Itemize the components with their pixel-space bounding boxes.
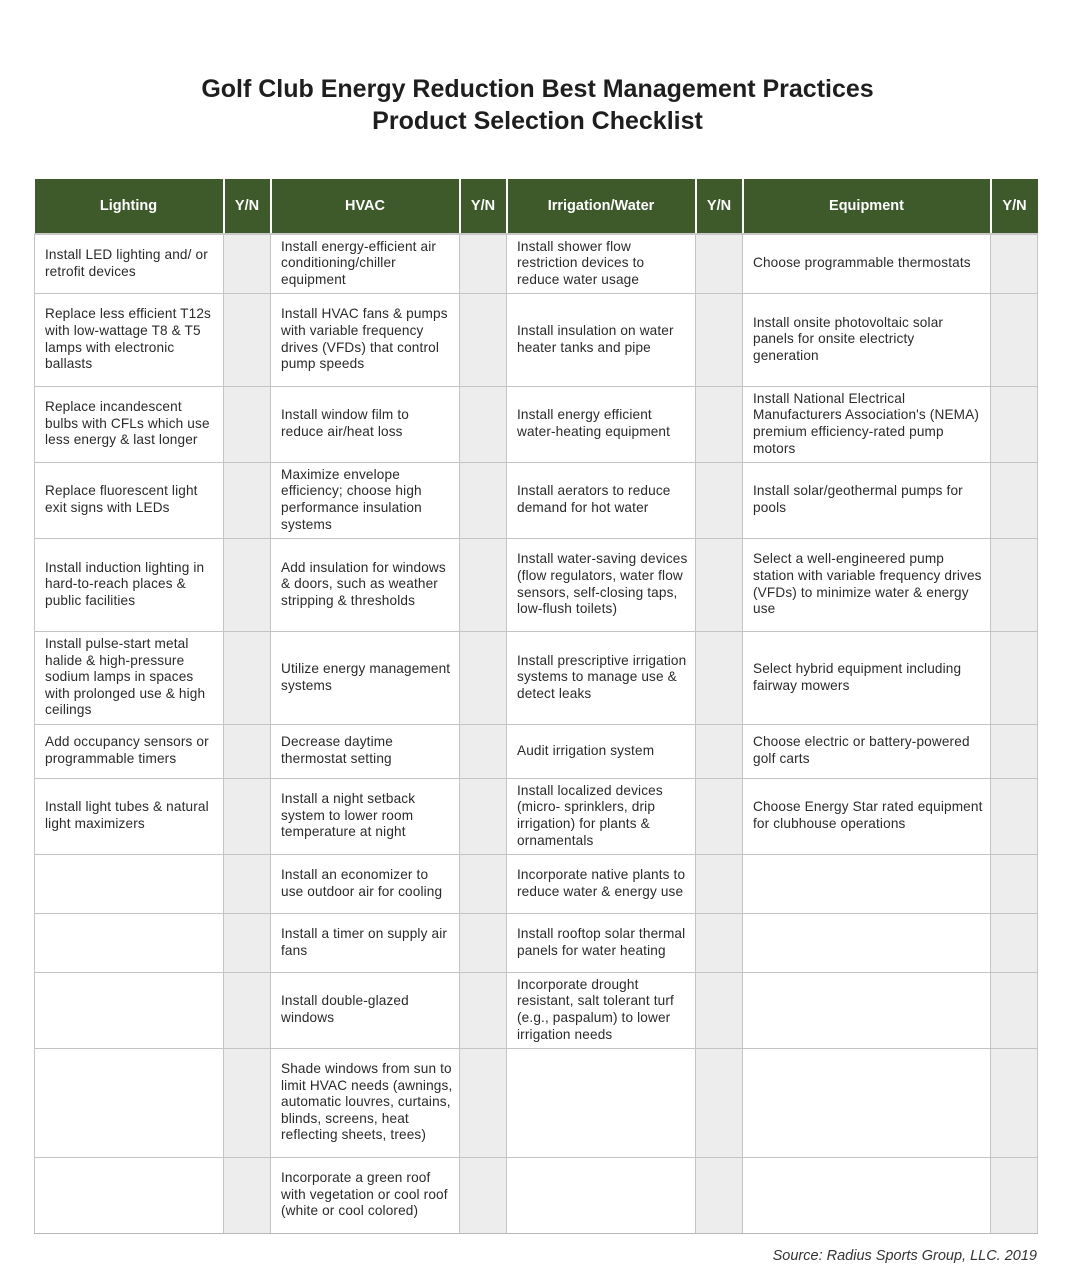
lighting-cell <box>35 854 224 913</box>
yn-checkbox-cell[interactable] <box>991 1157 1038 1233</box>
lighting-cell: Replace less efficient T12s with low-wattage T8 & T5 lamps with electronic ballasts <box>35 293 224 386</box>
irrigation-cell <box>507 1157 696 1233</box>
yn-checkbox-cell[interactable] <box>991 1048 1038 1157</box>
irrigation-cell <box>507 1048 696 1157</box>
hvac-cell: Maximize envelope efficiency; choose high performance insulation systems <box>271 462 460 538</box>
yn-checkbox-cell[interactable] <box>460 724 507 778</box>
yn-checkbox-cell[interactable] <box>696 1048 743 1157</box>
header-row <box>35 179 1038 234</box>
hvac-cell: Utilize energy management systems <box>271 631 460 724</box>
header-hvac: HVAC <box>271 179 460 234</box>
yn-checkbox-cell[interactable] <box>224 293 271 386</box>
lighting-cell: Replace incandescent bulbs with CFLs which use less energy & last longer <box>35 386 224 462</box>
table-row <box>35 462 1038 538</box>
yn-checkbox-cell[interactable] <box>224 854 271 913</box>
yn-checkbox-cell[interactable] <box>460 778 507 854</box>
irrigation-cell: Audit irrigation system <box>507 724 696 778</box>
irrigation-cell: Install prescriptive irrigation systems to manage use & detect leaks <box>507 631 696 724</box>
yn-checkbox-cell[interactable] <box>224 913 271 972</box>
table-row <box>35 972 1038 1048</box>
hvac-cell: Install double-glazed windows <box>271 972 460 1048</box>
yn-checkbox-cell[interactable] <box>991 293 1038 386</box>
lighting-cell <box>35 1048 224 1157</box>
irrigation-cell: Install aerators to reduce demand for hot water <box>507 462 696 538</box>
equipment-cell <box>743 854 991 913</box>
equipment-cell: Choose electric or battery-powered golf carts <box>743 724 991 778</box>
yn-checkbox-cell[interactable] <box>224 631 271 724</box>
yn-checkbox-cell[interactable] <box>224 972 271 1048</box>
yn-checkbox-cell[interactable] <box>460 631 507 724</box>
header-irrigation-water: Irrigation/Water <box>507 179 696 234</box>
table-row <box>35 913 1038 972</box>
yn-checkbox-cell[interactable] <box>460 293 507 386</box>
hvac-cell: Decrease daytime thermostat setting <box>271 724 460 778</box>
yn-checkbox-cell[interactable] <box>224 1157 271 1233</box>
equipment-cell <box>743 1048 991 1157</box>
hvac-cell: Incorporate a green roof with vegetation or cool roof (white or cool colored) <box>271 1157 460 1233</box>
hvac-cell: Install HVAC fans & pumps with variable frequency drives (VFDs) that control pump speeds <box>271 293 460 386</box>
yn-checkbox-cell[interactable] <box>460 854 507 913</box>
yn-checkbox-cell[interactable] <box>224 538 271 631</box>
irrigation-cell: Incorporate native plants to reduce water & energy use <box>507 854 696 913</box>
yn-checkbox-cell[interactable] <box>696 1157 743 1233</box>
hvac-cell: Install a timer on supply air fans <box>271 913 460 972</box>
lighting-cell <box>35 1157 224 1233</box>
header-yn-irrigation: Y/N <box>696 179 743 234</box>
equipment-cell <box>743 972 991 1048</box>
irrigation-cell: Install rooftop solar thermal panels for water heating <box>507 913 696 972</box>
irrigation-cell: Install energy efficient water-heating equipment <box>507 386 696 462</box>
yn-checkbox-cell[interactable] <box>696 913 743 972</box>
yn-checkbox-cell[interactable] <box>224 778 271 854</box>
lighting-cell <box>35 972 224 1048</box>
table-row <box>35 631 1038 724</box>
yn-checkbox-cell[interactable] <box>696 778 743 854</box>
title-line-2: Product Selection Checklist <box>372 107 703 135</box>
hvac-cell: Install an economizer to use outdoor air for cooling <box>271 854 460 913</box>
hvac-cell: Install a night setback system to lower room temperature at night <box>271 778 460 854</box>
equipment-cell: Install National Electrical Manufacturers Association's (NEMA) premium efficiency-rated pump motors <box>743 386 991 462</box>
equipment-cell: Choose programmable thermostats <box>743 234 991 293</box>
equipment-cell <box>743 1157 991 1233</box>
equipment-cell: Install solar/geothermal pumps for pools <box>743 462 991 538</box>
yn-checkbox-cell[interactable] <box>696 386 743 462</box>
document-title <box>0 73 1075 137</box>
lighting-cell: Install light tubes & natural light maximizers <box>35 778 224 854</box>
yn-checkbox-cell[interactable] <box>991 234 1038 293</box>
lighting-cell: Add occupancy sensors or programmable timers <box>35 724 224 778</box>
header-equipment: Equipment <box>743 179 991 234</box>
irrigation-cell: Install water-saving devices (flow regulators, water flow sensors, self-closing taps, low-flush toilets) <box>507 538 696 631</box>
yn-checkbox-cell[interactable] <box>991 631 1038 724</box>
source-credit: Source: Radius Sports Group, LLC. 2019 <box>772 1248 1037 1264</box>
irrigation-cell: Install shower flow restriction devices to reduce water usage <box>507 234 696 293</box>
table-row <box>35 1157 1038 1233</box>
yn-checkbox-cell[interactable] <box>460 972 507 1048</box>
equipment-cell: Choose Energy Star rated equipment for clubhouse operations <box>743 778 991 854</box>
equipment-cell: Select hybrid equipment including fairway mowers <box>743 631 991 724</box>
yn-checkbox-cell[interactable] <box>991 913 1038 972</box>
title-line-1: Golf Club Energy Reduction Best Management Practices <box>201 75 874 103</box>
lighting-cell: Install induction lighting in hard-to-reach places & public facilities <box>35 538 224 631</box>
yn-checkbox-cell[interactable] <box>224 462 271 538</box>
equipment-cell <box>743 913 991 972</box>
checklist-table <box>34 179 1038 1234</box>
irrigation-cell: Install localized devices (micro- sprinklers, drip irrigation) for plants & ornamentals <box>507 778 696 854</box>
yn-checkbox-cell[interactable] <box>460 538 507 631</box>
irrigation-cell: Install insulation on water heater tanks and pipe <box>507 293 696 386</box>
yn-checkbox-cell[interactable] <box>991 386 1038 462</box>
lighting-cell: Replace fluorescent light exit signs with LEDs <box>35 462 224 538</box>
yn-checkbox-cell[interactable] <box>224 234 271 293</box>
hvac-cell: Install energy-efficient air conditioning/chiller equipment <box>271 234 460 293</box>
yn-checkbox-cell[interactable] <box>696 631 743 724</box>
table-row <box>35 724 1038 778</box>
yn-checkbox-cell[interactable] <box>991 538 1038 631</box>
yn-checkbox-cell[interactable] <box>460 913 507 972</box>
table-row <box>35 1048 1038 1157</box>
yn-checkbox-cell[interactable] <box>696 724 743 778</box>
yn-checkbox-cell[interactable] <box>991 724 1038 778</box>
hvac-cell: Shade windows from sun to limit HVAC needs (awnings, automatic louvres, curtains, blinds, screens, heat reflecting sheets, trees) <box>271 1048 460 1157</box>
table-row <box>35 778 1038 854</box>
hvac-cell: Install window film to reduce air/heat loss <box>271 386 460 462</box>
table-row <box>35 386 1038 462</box>
lighting-cell <box>35 913 224 972</box>
table-row <box>35 854 1038 913</box>
yn-checkbox-cell[interactable] <box>224 1048 271 1157</box>
lighting-cell: Install pulse-start metal halide & high-pressure sodium lamps in spaces with prolonged use & high ceilings <box>35 631 224 724</box>
yn-checkbox-cell[interactable] <box>991 972 1038 1048</box>
yn-checkbox-cell[interactable] <box>696 462 743 538</box>
lighting-cell: Install LED lighting and/ or retrofit devices <box>35 234 224 293</box>
yn-checkbox-cell[interactable] <box>460 386 507 462</box>
yn-checkbox-cell[interactable] <box>696 293 743 386</box>
yn-checkbox-cell[interactable] <box>696 972 743 1048</box>
header-yn-hvac: Y/N <box>460 179 507 234</box>
yn-checkbox-cell[interactable] <box>696 538 743 631</box>
yn-checkbox-cell[interactable] <box>460 234 507 293</box>
table-row <box>35 293 1038 386</box>
irrigation-cell: Incorporate drought resistant, salt tolerant turf (e.g., paspalum) to lower irrigation needs <box>507 972 696 1048</box>
table-row <box>35 538 1038 631</box>
yn-checkbox-cell[interactable] <box>224 724 271 778</box>
header-lighting: Lighting <box>35 179 224 234</box>
yn-checkbox-cell[interactable] <box>224 386 271 462</box>
yn-checkbox-cell[interactable] <box>460 462 507 538</box>
header-yn-equipment: Y/N <box>991 179 1038 234</box>
yn-checkbox-cell[interactable] <box>991 462 1038 538</box>
table-row <box>35 234 1038 293</box>
equipment-cell: Select a well-engineered pump station with variable frequency drives (VFDs) to minimize water & energy use <box>743 538 991 631</box>
yn-checkbox-cell[interactable] <box>460 1157 507 1233</box>
header-yn-lighting: Y/N <box>224 179 271 234</box>
yn-checkbox-cell[interactable] <box>991 778 1038 854</box>
yn-checkbox-cell[interactable] <box>460 1048 507 1157</box>
hvac-cell: Add insulation for windows & doors, such as weather stripping & thresholds <box>271 538 460 631</box>
yn-checkbox-cell[interactable] <box>696 854 743 913</box>
yn-checkbox-cell[interactable] <box>696 234 743 293</box>
equipment-cell: Install onsite photovoltaic solar panels for onsite electricty generation <box>743 293 991 386</box>
yn-checkbox-cell[interactable] <box>991 854 1038 913</box>
